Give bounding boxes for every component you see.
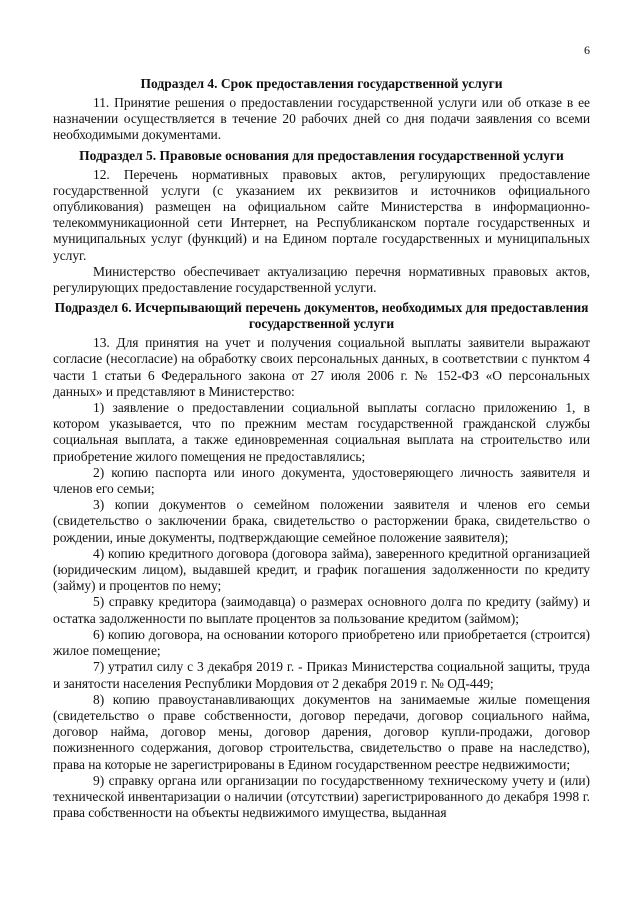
section-heading-4: Подраздел 4. Срок предоставления государственной услуги [140, 76, 503, 91]
list-item-1: 1) заявление о предоставлении социальной выплаты согласно приложению 1, в котором указывается, что по прежним местам государственной гражданской службы социальная выплата, а также единовременная социальная выплата на строительство или приобретение жилого помещения не предоставлялись; [53, 400, 590, 464]
list-item-9: 9) справку органа или организации по государственному техническому учету и (или) технической инвентаризации о наличии (отсутствии) зарегистрированного до декабря 1998 г. права собственности на объекты недвижимого имущества, выданная [53, 772, 590, 821]
paragraph-12: 12. Перечень нормативных правовых актов, регулирующих предоставление государственной услуги (с указанием их реквизитов и источников официального опубликования) размещен на официальном сайте Министерства в информационно-телекоммуникационной сети Интернет, на Республиканском портале государственных и муниципальных услуг (функций) и на Едином портале государственных и муниципальных услуг. [53, 166, 590, 263]
list-item-3: 3) копии документов о семейном положении заявителя и членов его семьи (свидетельство о заключении брака, свидетельство о расторжении брака, свидетельство о рождении, иные документы, подтверждающие семейное положение заявителя); [53, 497, 590, 545]
page-number: 6 [584, 43, 590, 57]
list-item-2: 2) копию паспорта или иного документа, удостоверяющего личность заявителя и членов его семьи; [53, 464, 590, 497]
list-item-7: 7) утратил силу с 3 декабря 2019 г. - Приказ Министерства социальной защиты, труда и занятости населения Республики Мордовия от 2 декабря 2019 г. № ОД-449; [53, 659, 590, 691]
section-heading-6: Подраздел 6. Исчерпывающий перечень документов, необходимых для предоставления государственной услуги [54, 300, 589, 332]
list-item-6: 6) копию договора, на основании которого приобретено или приобретается (строится) жилое помещение; [53, 626, 590, 659]
list-item-8: 8) копию правоустанавливающих документов на занимаемые жилые помещения (свидетельство о праве собственности, договор передачи, договор социального найма, договор найма, договор мены, договор дарения, договор купли-продажи, договор пожизненного содержания, договор строительства, свидетельство о праве на наследство), права на которые не зарегистрированы в Едином государственном реестре недвижимости; [53, 691, 590, 772]
section-heading-5: Подраздел 5. Правовые основания для предоставления государственной услуги [79, 147, 564, 163]
list-item-4: 4) копию кредитного договора (договора займа), заверенного кредитной организацией (юридическим лицом), выдавшей кредит, и график погашения задолженности по кредиту (займу) и процентов по нему; [53, 545, 590, 594]
list-item-5: 5) справку кредитора (заимодавца) о размерах основного долга по кредиту (займу) и остатка задолженности по выплате процентов за пользование кредитом (займом); [53, 594, 590, 626]
paragraph-13: 13. Для принятия на учет и получения социальной выплаты заявители выражают согласие (несогласие) на обработку своих персональных данных, в соответствии с пунктом 4 части 1 статьи 6 Федерального закона от 27 июля 2006 г. № 152-ФЗ «О персональных данных» и представляют в Министерство: [53, 335, 590, 399]
paragraph-11: 11. Принятие решения о предоставлении государственной услуги или об отказе в ее назначении осуществляется в течение 20 рабочих дней со дня подачи заявления со всеми необходимыми документами. [53, 95, 590, 143]
paragraph-12-ministry: Министерство обеспечивает актуализацию перечня нормативных правовых актов, регулирующих предоставление государственной услуги. [53, 263, 590, 296]
